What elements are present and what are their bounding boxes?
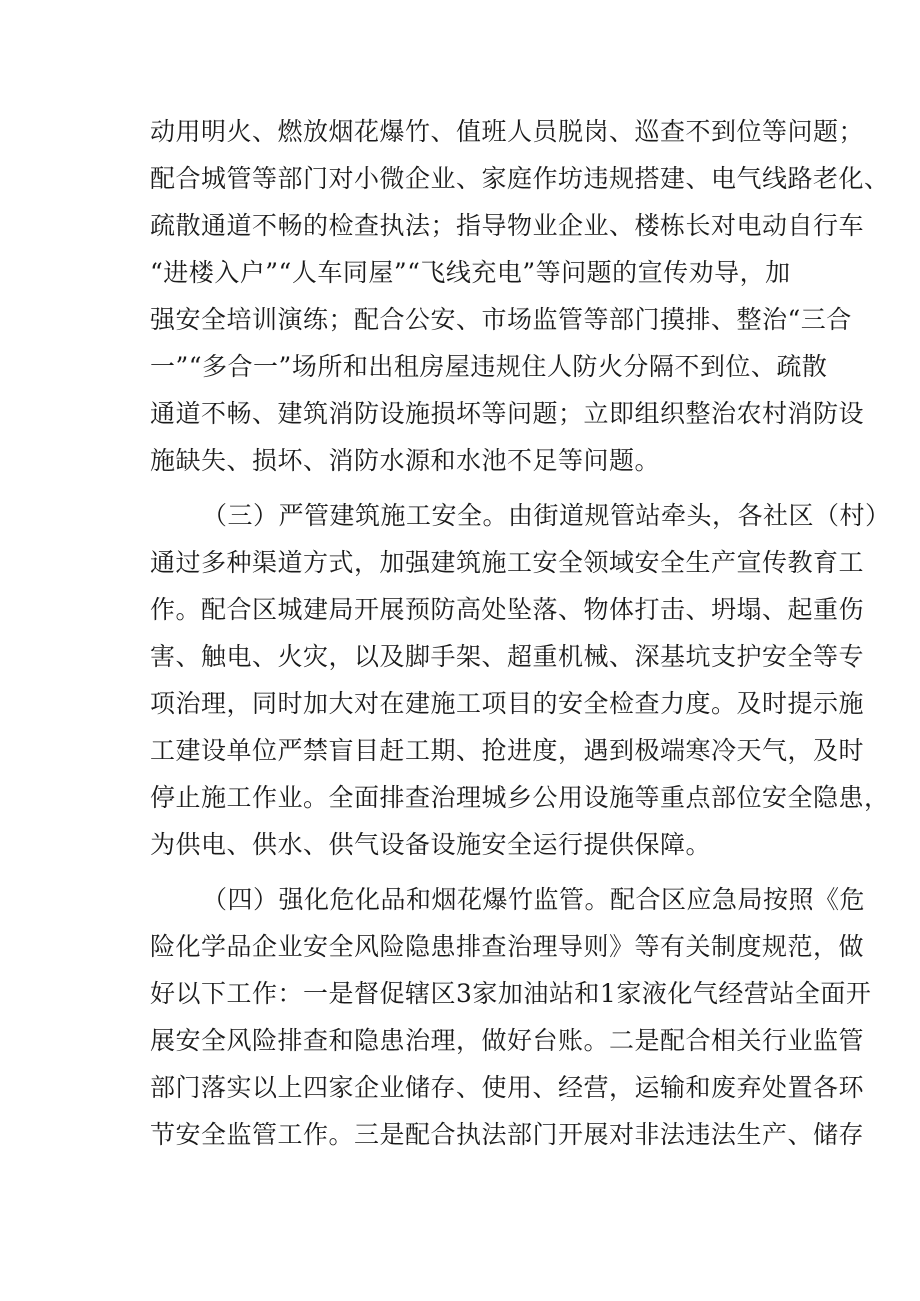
text-line: 通道不畅、建筑消防设施损坏等问题；立即组织整治农村消防设 bbox=[150, 399, 865, 428]
paragraph bbox=[150, 876, 872, 1158]
text-line: 害、触电、火灾，以及脚手架、超重机械、深基坑支护安全等专 bbox=[150, 642, 865, 671]
text-line: 展安全风险排查和隐患治理，做好台账。二是配合相关行业监管 bbox=[150, 1026, 865, 1055]
text-line: 险化学品企业安全风险隐患排查治理导则》等有关制度规范，做 bbox=[150, 932, 865, 961]
text-line: 作。配合区城建局开展预防高处坠落、物体打击、坍塌、起重伤 bbox=[150, 595, 865, 624]
text-line: 配合城管等部门对小微企业、家庭作坊违规搭建、电气线路老化、 bbox=[150, 164, 890, 193]
text-line: 为供电、供水、供气设备设施安全运行提供保障。 bbox=[150, 830, 712, 859]
text-line: 好以下工作：一是督促辖区3家加油站和1家液化气经营站全面开 bbox=[150, 979, 872, 1008]
paragraph bbox=[150, 108, 890, 484]
text-line: “进楼入户”“人车同屋”“飞线充电”等问题的宣传劝导，加 bbox=[150, 258, 791, 287]
text-line: 一”“多合一”场所和出租房屋违规住人防火分隔不到位、疏散 bbox=[150, 352, 828, 381]
text-line: 节安全监管工作。三是配合执法部门开展对非法违法生产、储存 bbox=[150, 1120, 865, 1149]
text-line: （三）严管建筑施工安全。由街道规管站牵头，各社区（村） bbox=[202, 501, 891, 530]
text-line: 项治理，同时加大对在建施工项目的安全检查力度。及时提示施 bbox=[150, 689, 865, 718]
paragraph bbox=[150, 492, 891, 868]
text-line: 动用明火、燃放烟花爆竹、值班人员脱岗、巡查不到位等问题； bbox=[150, 117, 865, 146]
text-line: （四）强化危化品和烟花爆竹监管。配合区应急局按照《危 bbox=[202, 885, 866, 914]
paragraph-gap bbox=[150, 484, 810, 492]
paragraph-gap bbox=[150, 868, 810, 876]
document-body bbox=[150, 108, 891, 1158]
text-line: 工建设单位严禁盲目赶工期、抢进度，遇到极端寒冷天气，及时 bbox=[150, 736, 865, 765]
text-line: 强安全培训演练；配合公安、市场监管等部门摸排、整治“三合 bbox=[150, 305, 852, 334]
text-line: 通过多种渠道方式，加强建筑施工安全领域安全生产宣传教育工 bbox=[150, 548, 865, 577]
text-line: 疏散通道不畅的检查执法；指导物业企业、楼栋长对电动自行车 bbox=[150, 211, 865, 240]
text-line: 施缺失、损坏、消防水源和水池不足等问题。 bbox=[150, 446, 661, 475]
text-line: 停止施工作业。全面排查治理城乡公用设施等重点部位安全隐患， bbox=[150, 783, 890, 812]
text-line: 部门落实以上四家企业储存、使用、经营，运输和废弃处置各环 bbox=[150, 1073, 865, 1102]
